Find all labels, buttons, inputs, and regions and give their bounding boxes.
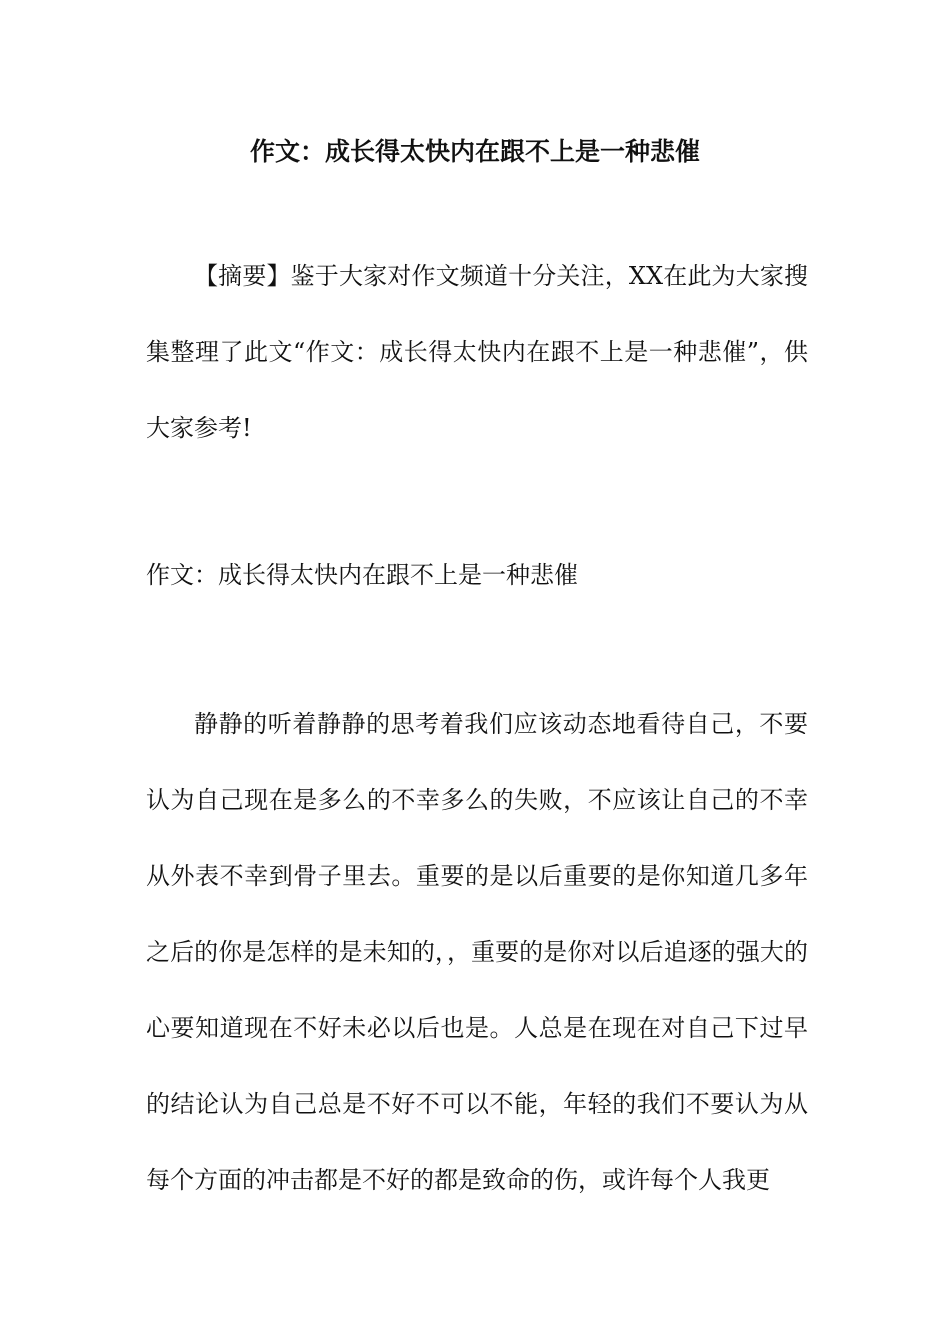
- body-paragraph: 静静的听着静静的思考着我们应该动态地看待自己，不要认为自己现在是多么的不幸多么的失败，不应该让自己的不幸从外表不幸到骨子里去。重要的是以后重要的是你知道几多年之后的你是怎样的是未知的，，重要的是你对以后追逐的强大的心要知道现在不好未必以后也是。人总是在现在对自己下过早的结论认为自己总是不好不可以不能，年轻的我们不要认为从每个方面的冲击都是不好的都是致命的伤，或许每个人我更: [146, 710, 808, 1194]
- article-heading: 作文：成长得太快内在跟不上是一种悲催: [146, 561, 578, 589]
- document-title: 作文：成长得太快内在跟不上是一种悲催: [249, 137, 700, 166]
- abstract-paragraph: 【摘要】鉴于大家对作文频道十分关注，XX在此为大家搜集整理了此文“作文：成长得太快内在跟不上是一种悲催”，供大家参考!: [146, 262, 808, 442]
